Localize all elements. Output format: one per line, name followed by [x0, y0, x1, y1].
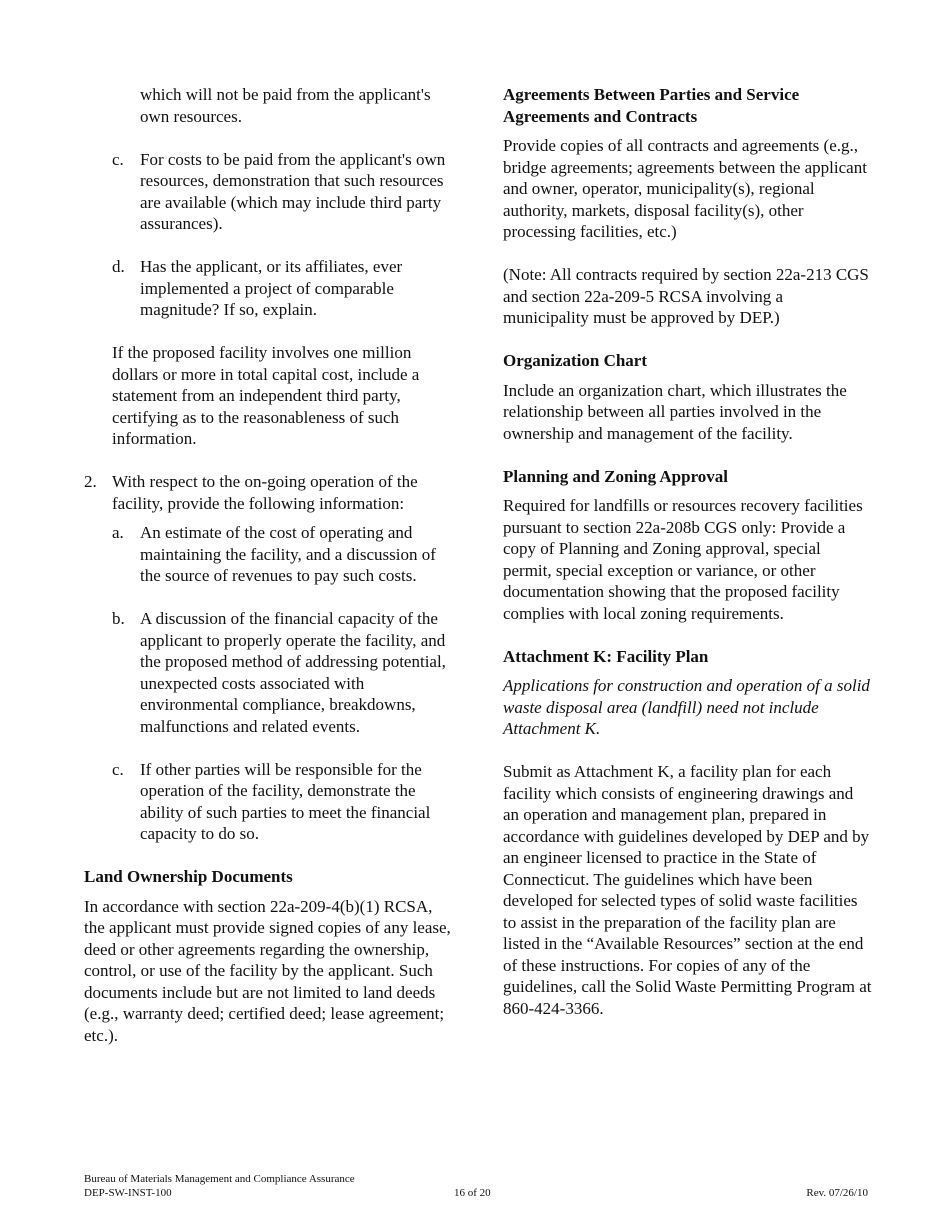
- list-item-c-costs: [84, 149, 454, 235]
- footer-doc-id: DEP-SW-INST-100: [84, 1186, 172, 1199]
- land-ownership-heading: Land Ownership Documents: [84, 867, 293, 886]
- planning-zoning-text: Required for landfills or resources recovery facilities pursuant to section 22a-208b CGS only: Provide a copy of Planning and Zoning approval, special permit, special exception or variance, or other documentation showing that the proposed facility complies with local zoning requirements.: [503, 496, 863, 623]
- list-marker: c.: [112, 759, 124, 779]
- list-item-2-ongoing-operation: [84, 471, 454, 514]
- footer-page-number: 16 of 20: [454, 1186, 491, 1199]
- land-ownership-text: In accordance with section 22a-209-4(b)(1) RCSA, the applicant must provide signed copies of any lease, deed or other agreements regarding the ownership, control, or use of the facility by the applicant. Such documents include but are not limited to land deeds (e.g., warranty deed; certified deed; lease agreement; etc.).: [84, 896, 451, 1045]
- planning-zoning-heading: Planning and Zoning Approval: [503, 466, 729, 486]
- footer-row-2: [84, 1187, 868, 1201]
- list-item-text: Has the applicant, or its affiliates, ever implemented a project of comparable magnitude? If so, explain.: [140, 257, 403, 319]
- list-marker: 2.: [84, 472, 97, 491]
- right-column: [503, 84, 873, 1019]
- list-item-a-estimate: [84, 522, 454, 587]
- list-marker: b.: [112, 609, 125, 628]
- agreements-heading: Agreements Between Parties and Service Agreements and Contracts: [503, 85, 800, 126]
- list-item-text: With respect to the on-going operation of the facility, provide the following information:: [112, 472, 418, 513]
- continuation-text: which will not be paid from the applicant's own resources.: [140, 85, 431, 126]
- left-column: [84, 84, 454, 1046]
- attachment-k-text: Submit as Attachment K, a facility plan for each facility which consists of engineering drawings and an operation and management plan, prepared in accordance with guidelines developed by DEP and by an engineer licensed to practice in the State of Connecticut. The guidelines which have been developed for selected types of solid waste facilities to assist in the preparation of the facility plan are listed in the “Available Resources” section at the end of these instructions. For copies of any of the guidelines, call the Solid Waste Permitting Program at 860-424-3366.: [503, 762, 872, 1018]
- attachment-k-heading: Attachment K: Facility Plan: [503, 646, 709, 666]
- million-dollar-paragraph: If the proposed facility involves one million dollars or more in total capital cost, include a statement from an independent third party, certifying as to the reasonableness of such information.: [112, 343, 420, 448]
- agreements-text: Provide copies of all contracts and agreements (e.g., bridge agreements; agreements between the applicant and owner, operator, municipality(s), regional authority, markets, disposal facility(s), other processing facilities, etc.): [503, 136, 867, 241]
- page-footer: [84, 1173, 868, 1200]
- list-marker: c.: [112, 149, 124, 169]
- organization-chart-text: Include an organization chart, which illustrates the relationship between all parties involved in the ownership and management of the facility.: [503, 380, 847, 443]
- list-marker: a.: [112, 523, 124, 542]
- organization-chart-heading: Organization Chart: [503, 351, 648, 370]
- list-marker: d.: [112, 257, 125, 276]
- list-item-d-affiliates: [84, 256, 454, 321]
- footer-revision: Rev. 07/26/10: [806, 1186, 868, 1199]
- footer-bureau: Bureau of Materials Management and Compliance Assurance: [84, 1173, 355, 1185]
- list-item-text: For costs to be paid from the applicant's own resources, demonstration that such resources are available (which may include third party assurances).: [140, 149, 446, 233]
- list-item-c-other-parties: [84, 759, 454, 845]
- list-item-b-financial-capacity: [84, 608, 454, 737]
- list-item-text: If other parties will be responsible for the operation of the facility, demonstrate the ability of such parties to meet the financial capacity to do so.: [140, 759, 431, 843]
- list-item-text: A discussion of the financial capacity of the applicant to properly operate the facility, and the proposed method of addressing potential, unexpected costs associated with environmental compliance, breakdowns, malfunctions and related events.: [140, 609, 446, 736]
- agreements-note: (Note: All contracts required by section 22a-213 CGS and section 22a-209-5 RCSA involving a municipality must be approved by DEP.): [503, 265, 869, 327]
- list-item-text: An estimate of the cost of operating and maintaining the facility, and a discussion of the source of revenues to pay such costs.: [140, 523, 436, 585]
- footer-row-1: [84, 1173, 868, 1187]
- attachment-k-note: Applications for construction and operation of a solid waste disposal area (landfill) need not include Attachment K.: [503, 676, 870, 738]
